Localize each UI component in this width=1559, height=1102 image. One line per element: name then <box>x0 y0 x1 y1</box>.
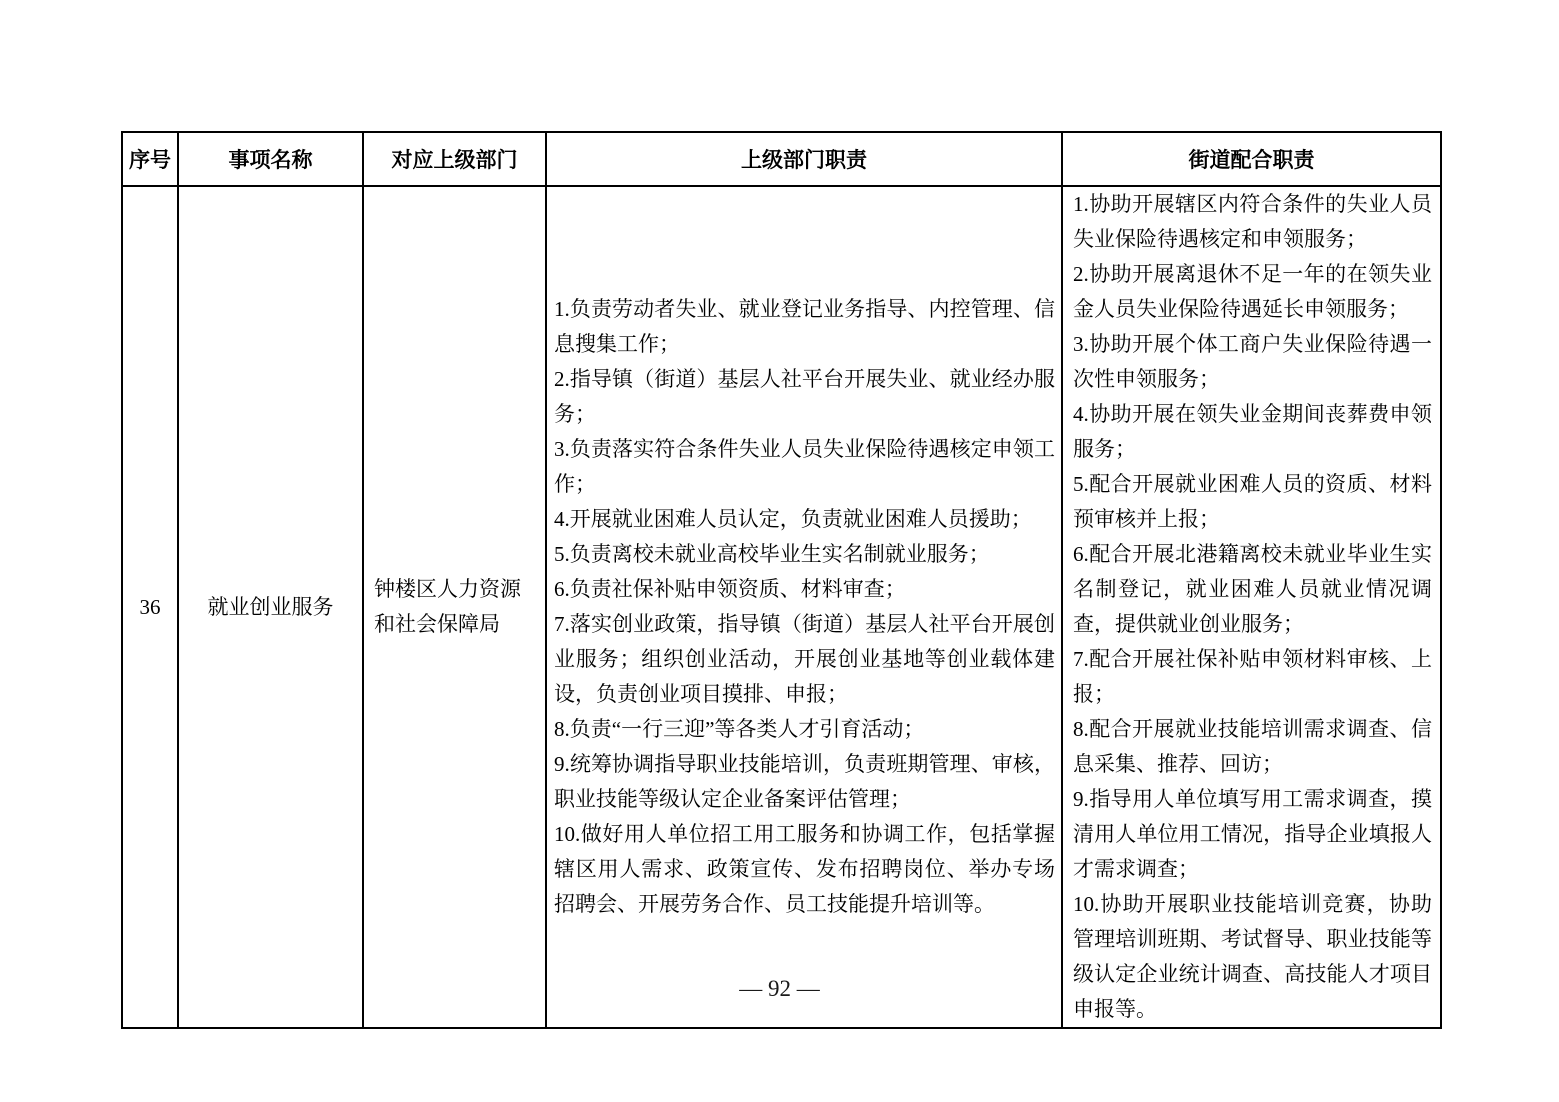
street-duties-cell <box>1062 186 1441 1028</box>
superior-duty-item: 5.负责离校未就业高校毕业生实名制就业服务； <box>554 542 990 566</box>
superior-duty-item: 7.落实创业政策，指导镇（街道）基层人社平台开展创业服务；组织创业活动，开展创业基地等创业载体建设，负责创业项目摸排、申报； <box>554 612 1055 706</box>
header-street-duties: 街道配合职责 <box>1062 132 1441 186</box>
header-superior-department: 对应上级部门 <box>363 132 546 186</box>
responsibilities-table <box>121 131 1442 1029</box>
superior-duty-item: 1.负责劳动者失业、就业登记业务指导、内控管理、信息搜集工作； <box>554 297 1055 356</box>
superior-duty-item: 9.统筹协调指导职业技能培训，负责班期管理、审核，职业技能等级认定企业备案评估管理； <box>554 752 1055 811</box>
superior-duty-item: 3.负责落实符合条件失业人员失业保险待遇核定申领工作； <box>554 437 1055 496</box>
superior-duty-item: 6.负责社保补贴申领资质、材料审查； <box>554 577 906 601</box>
table-header-row <box>122 132 1441 186</box>
table-row <box>122 186 1441 1028</box>
superior-duties-cell <box>546 186 1062 1028</box>
street-duty-item: 3.协助开展个体工商户失业保险待遇一次性申领服务； <box>1073 332 1432 391</box>
street-duty-item: 7.配合开展社保补贴申领材料审核、上报； <box>1073 647 1432 706</box>
superior-duty-item: 4.开展就业困难人员认定，负责就业困难人员援助； <box>554 507 1032 531</box>
street-duty-item: 10.协助开展职业技能培训竞赛，协助管理培训班期、考试督导、职业技能等级认定企业统计调查、高技能人才项目申报等。 <box>1073 892 1432 1021</box>
header-superior-duties: 上级部门职责 <box>546 132 1062 186</box>
serial-number-cell: 36 <box>122 186 178 1028</box>
page-number: — 92 — <box>739 976 820 1001</box>
street-duty-item: 4.协助开展在领失业金期间丧葬费申领服务； <box>1073 402 1432 461</box>
header-serial-number: 序号 <box>122 132 178 186</box>
street-duty-item: 8.配合开展就业技能培训需求调查、信息采集、推荐、回访； <box>1073 717 1432 776</box>
superior-duty-item: 2.指导镇（街道）基层人社平台开展失业、就业经办服务； <box>554 367 1055 426</box>
street-duty-item: 5.配合开展就业困难人员的资质、材料预审核并上报； <box>1073 472 1432 531</box>
street-duty-item: 1.协助开展辖区内符合条件的失业人员失业保险待遇核定和申领服务； <box>1073 192 1432 251</box>
superior-duty-item: 8.负责“一行三迎”等各类人才引育活动； <box>554 717 925 741</box>
item-name-cell: 就业创业服务 <box>178 186 363 1028</box>
header-item-name: 事项名称 <box>178 132 363 186</box>
street-duty-item: 9.指导用人单位填写用工需求调查，摸清用人单位用工情况，指导企业填报人才需求调查； <box>1073 787 1432 881</box>
street-duty-item: 6.配合开展北港籍离校未就业毕业生实名制登记，就业困难人员就业情况调查，提供就业创业服务； <box>1073 542 1432 636</box>
superior-duty-item: 10.做好用人单位招工用工服务和协调工作，包括掌握辖区用人需求、政策宣传、发布招聘岗位、举办专场招聘会、开展劳务合作、员工技能提升培训等。 <box>554 822 1055 916</box>
department-cell: 钟楼区人力资源和社会保障局 <box>363 186 546 1028</box>
street-duty-item: 2.协助开展离退休不足一年的在领失业金人员失业保险待遇延长申领服务； <box>1073 262 1432 321</box>
